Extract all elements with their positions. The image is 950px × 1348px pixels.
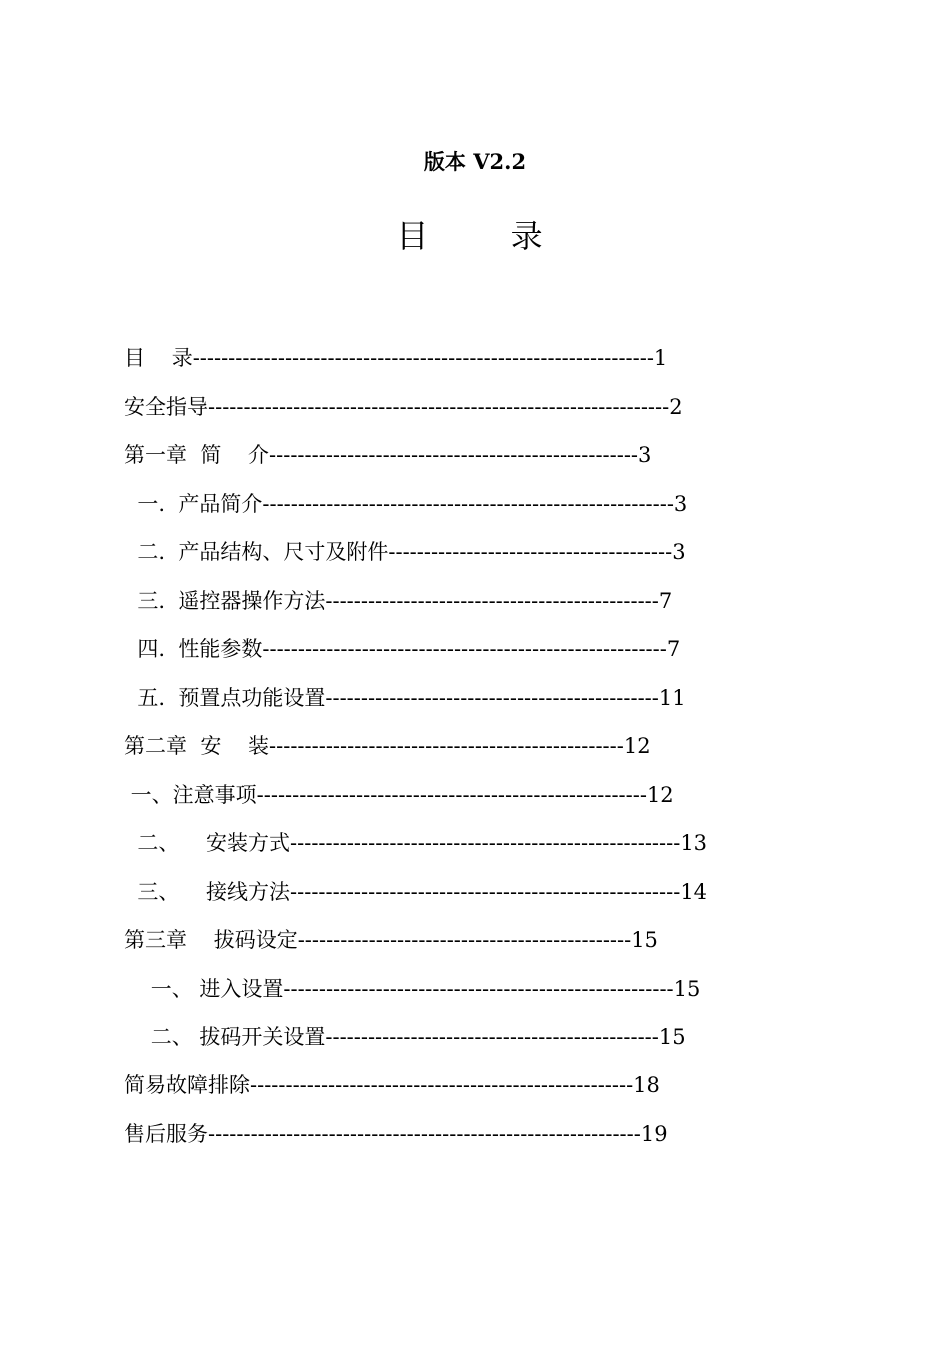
toc-entry-chapter-3[interactable]: 第三章 拔码设定-----------------------------------------------15 (124, 928, 658, 952)
toc-entry-chapter-2[interactable]: 第二章 安 装--------------------------------------------------12 (124, 734, 651, 758)
version-label: 版本 V2.2 (423, 149, 527, 174)
toc-entry-troubleshooting[interactable]: 简易故障排除------------------------------------------------------18 (124, 1073, 660, 1097)
toc-title: 目 录 (396, 217, 579, 255)
toc-entry-safety-guide[interactable]: 安全指导-----------------------------------------------------------------2 (124, 395, 683, 419)
toc-entry-performance[interactable]: 四. 性能参数---------------------------------------------------------7 (124, 637, 681, 661)
toc-entry-product-intro[interactable]: 一. 产品简介----------------------------------------------------------3 (124, 492, 688, 516)
toc-entry-dip-switch[interactable]: 二、 拔码开关设置-----------------------------------------------15 (124, 1025, 686, 1049)
toc-entry-preset-settings[interactable]: 五. 预置点功能设置-----------------------------------------------11 (124, 686, 686, 710)
toc-entry-remote-operation[interactable]: 三. 遥控器操作方法-----------------------------------------------7 (124, 589, 673, 613)
toc-entry-chapter-1[interactable]: 第一章 简 介----------------------------------------------------3 (124, 443, 652, 467)
toc-entry-install-method[interactable]: 二、 安装方式-------------------------------------------------------13 (124, 831, 708, 855)
toc-entry-contents[interactable]: 目 录-----------------------------------------------------------------1 (124, 346, 668, 370)
toc-entry-after-sales[interactable]: 售后服务-------------------------------------------------------------19 (124, 1122, 668, 1146)
toc-entry-precautions[interactable]: 一、注意事项-------------------------------------------------------12 (124, 783, 674, 807)
toc-entry-wiring[interactable]: 三、 接线方法-------------------------------------------------------14 (124, 880, 708, 904)
toc-entry-enter-settings[interactable]: 一、 进入设置-------------------------------------------------------15 (124, 977, 701, 1001)
toc-entry-product-structure[interactable]: 二. 产品结构、尺寸及附件----------------------------------------3 (124, 540, 686, 564)
